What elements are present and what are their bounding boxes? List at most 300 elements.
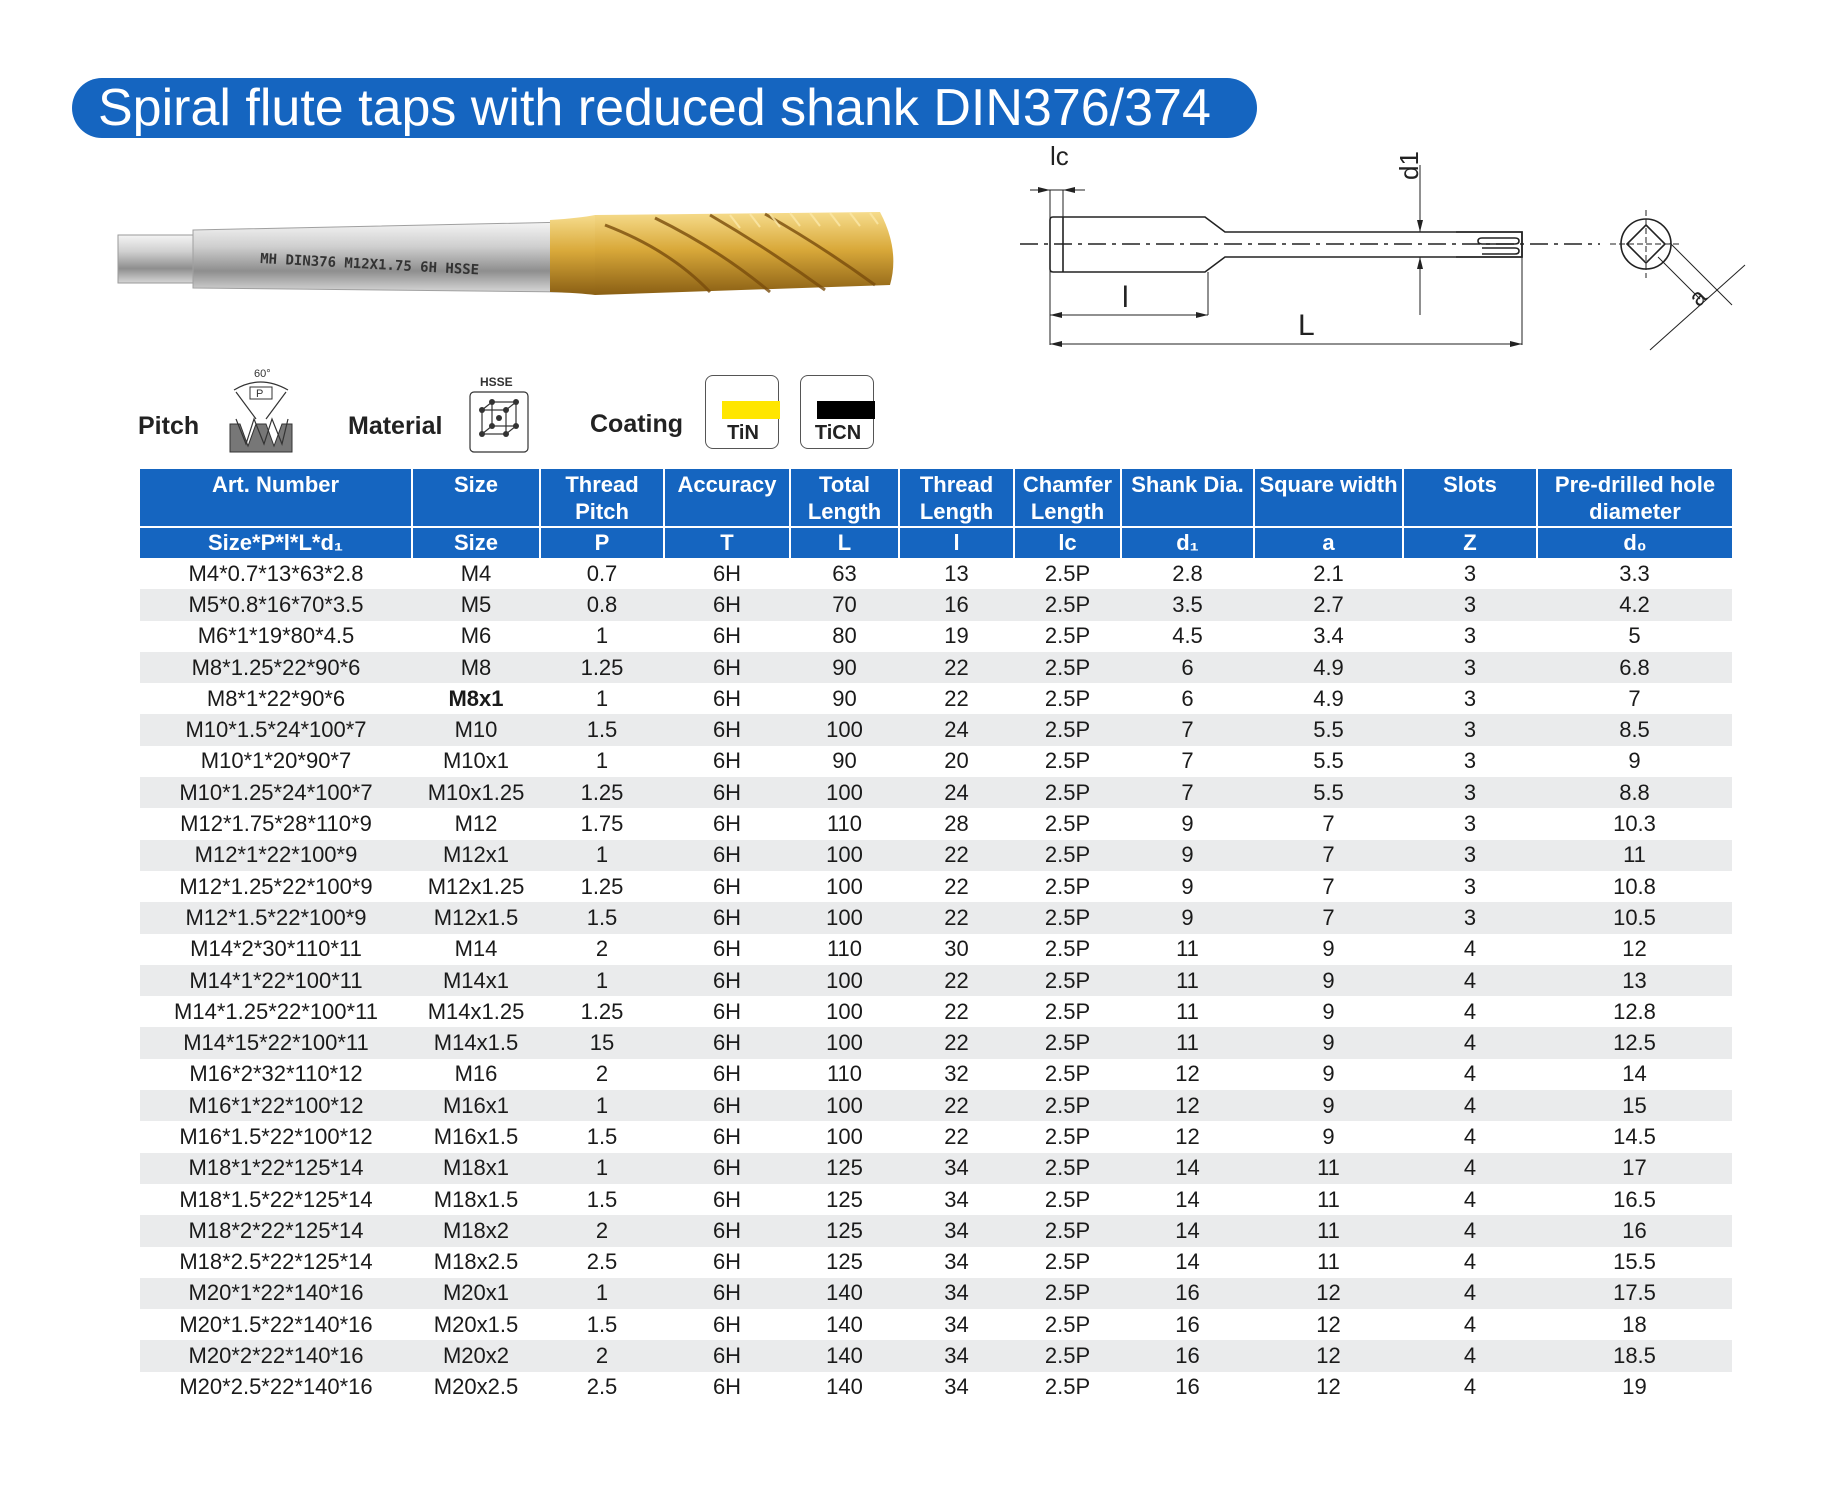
coating-tin-label: TiN bbox=[727, 422, 759, 444]
table-cell: M10x1 bbox=[442, 748, 510, 774]
table-cell: 1 bbox=[595, 685, 609, 711]
column-header: Thread Pitch bbox=[540, 469, 664, 527]
table-row bbox=[140, 1340, 1732, 1371]
table-cell: M12x1.5 bbox=[412, 902, 540, 933]
table-cell: 3.3 bbox=[1619, 560, 1650, 586]
table-cell: 6H bbox=[664, 1090, 790, 1121]
table-row bbox=[140, 1309, 1732, 1340]
table-cell: 2.5P bbox=[1014, 777, 1121, 808]
table-cell: 4 bbox=[1403, 1153, 1537, 1184]
table-cell: 6.8 bbox=[1537, 652, 1732, 683]
table-cell: 5.5 bbox=[1254, 714, 1403, 745]
tap-neck bbox=[550, 215, 595, 295]
table-cell: 2.5P bbox=[1014, 714, 1121, 745]
column-header: Size bbox=[412, 469, 540, 527]
table-cell: 6H bbox=[712, 623, 742, 649]
table-cell: 22 bbox=[944, 873, 969, 899]
table-cell: 100 bbox=[790, 777, 899, 808]
table-cell: 11 bbox=[1176, 998, 1199, 1024]
table-cell: 2.5P bbox=[1044, 873, 1091, 899]
table-cell: 34 bbox=[944, 1374, 969, 1400]
table-cell: 34 bbox=[899, 1215, 1014, 1246]
table-row bbox=[140, 1090, 1732, 1121]
column-header: Pre-drilled hole diameter bbox=[1537, 469, 1732, 527]
tin-swatch bbox=[722, 401, 780, 419]
table-body bbox=[140, 558, 1732, 1403]
table-cell: 11 bbox=[1317, 1186, 1340, 1212]
svg-text:P: P bbox=[256, 388, 264, 400]
table-cell: 14 bbox=[1622, 1061, 1647, 1087]
table-cell: 2 bbox=[540, 1215, 664, 1246]
table-cell: M16*1.5*22*100*12 bbox=[179, 1123, 373, 1149]
svg-text:HSSE: HSSE bbox=[480, 375, 513, 389]
table-cell: 1.5 bbox=[586, 1186, 618, 1212]
table-cell: 11 bbox=[1317, 1249, 1340, 1275]
dim-lc-label: lc bbox=[1050, 141, 1069, 171]
table-cell: 2.5 bbox=[586, 1249, 618, 1275]
tap-square-end bbox=[118, 235, 193, 283]
pitch-label: Pitch bbox=[138, 412, 200, 440]
table-cell: M20x1 bbox=[412, 1278, 540, 1309]
table-cell: 4.9 bbox=[1313, 685, 1344, 711]
table-cell: M14*2*30*110*11 bbox=[190, 936, 362, 962]
table-cell: 1 bbox=[540, 1153, 664, 1184]
table-cell: 2 bbox=[540, 1340, 664, 1371]
table-cell: 11 bbox=[1176, 936, 1199, 962]
table-cell: M12x1 bbox=[412, 840, 540, 871]
column-header: Accuracy bbox=[664, 469, 790, 527]
table-row bbox=[140, 621, 1732, 652]
table-cell: 1.25 bbox=[580, 873, 624, 899]
table-row bbox=[140, 589, 1732, 620]
table-cell: 12 bbox=[1254, 1278, 1403, 1309]
table-cell: 100 bbox=[790, 840, 899, 871]
table-cell: 28 bbox=[944, 811, 969, 837]
spec-table bbox=[140, 469, 1732, 1403]
page-title: Spiral flute taps with reduced shank DIN376/374 bbox=[98, 79, 1211, 137]
column-symbol: d₁ bbox=[1121, 527, 1254, 558]
table-cell: 9 bbox=[1181, 811, 1194, 837]
table-cell: 9 bbox=[1121, 840, 1254, 871]
table-row bbox=[140, 996, 1732, 1027]
table-cell: M18*2.5*22*125*14 bbox=[179, 1249, 373, 1275]
table-cell: 20 bbox=[944, 748, 969, 774]
table-cell: 2.5P bbox=[1014, 840, 1121, 871]
table-cell: 4 bbox=[1403, 1278, 1537, 1309]
table-cell: 6H bbox=[664, 589, 790, 620]
table-cell: 2.5P bbox=[1014, 965, 1121, 996]
table-cell: 3 bbox=[1403, 777, 1537, 808]
table-cell: 140 bbox=[826, 1374, 863, 1400]
table-cell: 22 bbox=[899, 840, 1014, 871]
table-cell: 6 bbox=[1181, 685, 1194, 711]
table-cell: M14x1.25 bbox=[427, 998, 525, 1024]
table-cell: 5 bbox=[1628, 623, 1641, 649]
table-cell: 12 bbox=[1316, 1311, 1341, 1337]
table-cell: 12 bbox=[1622, 936, 1647, 962]
table-cell: M10*1.25*24*100*7 bbox=[140, 777, 412, 808]
table-cell: 6H bbox=[712, 1311, 742, 1337]
pitch-icon bbox=[226, 364, 296, 454]
material-label: Material bbox=[348, 412, 443, 440]
table-cell: 11 bbox=[1121, 965, 1254, 996]
table-cell: 13 bbox=[944, 560, 969, 586]
table-cell: 16 bbox=[1121, 1278, 1254, 1309]
table-cell: 3.4 bbox=[1313, 623, 1344, 649]
table-cell: 16 bbox=[1175, 1311, 1200, 1337]
table-cell: M4 bbox=[460, 560, 492, 586]
table-cell: 6H bbox=[712, 1123, 742, 1149]
table-cell: 6H bbox=[712, 748, 742, 774]
table-row bbox=[140, 1121, 1732, 1152]
table-cell: 7 bbox=[1181, 748, 1194, 774]
table-cell: 3 bbox=[1403, 840, 1537, 871]
table-cell: 70 bbox=[790, 589, 899, 620]
table-cell: 12 bbox=[1175, 1061, 1200, 1087]
table-cell: M20*1*22*140*16 bbox=[140, 1278, 412, 1309]
table-cell: M5*0.8*16*70*3.5 bbox=[140, 589, 412, 620]
table-cell: 2.5P bbox=[1044, 1374, 1091, 1400]
dim-a-label: a bbox=[1683, 283, 1713, 312]
table-cell: 6H bbox=[664, 840, 790, 871]
column-header: Square width bbox=[1254, 469, 1403, 527]
table-cell: 6H bbox=[664, 1027, 790, 1058]
table-cell: M12*1.25*22*100*9 bbox=[179, 873, 373, 899]
table-cell: 3 bbox=[1463, 685, 1477, 711]
table-cell: 2.5P bbox=[1014, 1153, 1121, 1184]
table-cell: M8*1.25*22*90*6 bbox=[140, 652, 412, 683]
table-cell: 2.5P bbox=[1014, 1340, 1121, 1371]
table-cell: 2.5P bbox=[1044, 998, 1091, 1024]
table-cell: 7 bbox=[1121, 714, 1254, 745]
table-cell: 3 bbox=[1403, 652, 1537, 683]
table-cell: M12*1.75*28*110*9 bbox=[180, 811, 372, 837]
table-cell: M18x2.5 bbox=[433, 1249, 519, 1275]
material-icon bbox=[466, 374, 532, 456]
table-cell: 4 bbox=[1463, 1061, 1477, 1087]
table-cell: M14 bbox=[454, 936, 498, 962]
table-row bbox=[140, 683, 1732, 714]
table-cell: 7 bbox=[1628, 685, 1641, 711]
table-cell: M8x1 bbox=[448, 685, 504, 711]
table-cell: 6H bbox=[664, 1153, 790, 1184]
table-cell: 19 bbox=[944, 623, 969, 649]
coating-label: Coating bbox=[590, 410, 684, 438]
table-cell: 6H bbox=[712, 811, 742, 837]
table-cell: 2.5P bbox=[1014, 1027, 1121, 1058]
table-cell: 110 bbox=[826, 936, 863, 962]
table-cell: 16 bbox=[1175, 1374, 1200, 1400]
table-row bbox=[140, 777, 1732, 808]
table-cell: 15 bbox=[1537, 1090, 1732, 1121]
table-cell: 6H bbox=[712, 560, 742, 586]
table-cell: 1.75 bbox=[580, 811, 624, 837]
table-cell: 24 bbox=[899, 777, 1014, 808]
column-symbol: l bbox=[899, 527, 1014, 558]
table-cell: 3 bbox=[1403, 902, 1537, 933]
table-row bbox=[140, 1153, 1732, 1184]
column-symbol: L bbox=[790, 527, 899, 558]
table-cell: 100 bbox=[790, 965, 899, 996]
table-cell: 2 bbox=[595, 936, 609, 962]
table-cell: 100 bbox=[790, 902, 899, 933]
table-cell: 90 bbox=[790, 652, 899, 683]
coating-ticn-option bbox=[800, 375, 874, 449]
table-cell: M20x1.5 bbox=[433, 1311, 519, 1337]
table-cell: 6 bbox=[1121, 652, 1254, 683]
table-cell: 22 bbox=[899, 652, 1014, 683]
table-cell: 4 bbox=[1463, 1249, 1477, 1275]
table-cell: 14 bbox=[1121, 1153, 1254, 1184]
table-cell: 22 bbox=[899, 965, 1014, 996]
table-cell: 11 bbox=[1121, 1027, 1254, 1058]
table-cell: 16 bbox=[899, 589, 1014, 620]
table-cell: M20*2*22*140*16 bbox=[140, 1340, 412, 1371]
table-cell: M5 bbox=[412, 589, 540, 620]
table-row bbox=[140, 746, 1732, 777]
table-cell: M18*1*22*125*14 bbox=[140, 1153, 412, 1184]
table-cell: 0.8 bbox=[540, 589, 664, 620]
table-cell: 4 bbox=[1463, 998, 1477, 1024]
table-cell: M20*2.5*22*140*16 bbox=[179, 1374, 373, 1400]
table-cell: 14 bbox=[1175, 1186, 1200, 1212]
column-symbol: Size*P*l*L*d₁ bbox=[140, 527, 412, 558]
table-cell: 90 bbox=[832, 685, 857, 711]
square-end-view bbox=[1610, 210, 1745, 350]
table-cell: 10.8 bbox=[1613, 873, 1656, 899]
table-cell: 2.5P bbox=[1014, 1090, 1121, 1121]
table-cell: 1.5 bbox=[540, 714, 664, 745]
table-cell: 2.5P bbox=[1044, 1123, 1091, 1149]
table-cell: 3 bbox=[1463, 560, 1477, 586]
table-cell: 9 bbox=[1322, 998, 1335, 1024]
table-cell: 11 bbox=[1537, 840, 1732, 871]
table-cell: 34 bbox=[899, 1278, 1014, 1309]
table-cell: 14.5 bbox=[1613, 1123, 1656, 1149]
technical-drawing bbox=[1010, 135, 1780, 355]
table-cell: 3 bbox=[1463, 811, 1477, 837]
table-cell: 6H bbox=[712, 1186, 742, 1212]
table-cell: 12 bbox=[1254, 1340, 1403, 1371]
table-cell: 2.5P bbox=[1014, 589, 1121, 620]
table-cell: 1 bbox=[595, 748, 609, 774]
dim-L-label: L bbox=[1298, 309, 1315, 342]
table-cell: 4 bbox=[1403, 1340, 1537, 1371]
table-cell: M18*2*22*125*14 bbox=[140, 1215, 412, 1246]
table-cell: 2 bbox=[595, 1061, 609, 1087]
coating-tin-option bbox=[705, 375, 779, 449]
table-cell: 6H bbox=[712, 1061, 742, 1087]
table-cell: M16x1 bbox=[412, 1090, 540, 1121]
table-row bbox=[140, 902, 1732, 933]
table-cell: 3.5 bbox=[1121, 589, 1254, 620]
table-cell: 9 bbox=[1181, 873, 1194, 899]
table-cell: 4 bbox=[1403, 1090, 1537, 1121]
table-cell: 140 bbox=[826, 1311, 863, 1337]
table-cell: M18*1.5*22*125*14 bbox=[179, 1186, 373, 1212]
table-cell: 1.5 bbox=[586, 1311, 618, 1337]
table-cell: 32 bbox=[944, 1061, 969, 1087]
table-cell: M18x1 bbox=[412, 1153, 540, 1184]
table-cell: 12.5 bbox=[1537, 1027, 1732, 1058]
table-cell: M18x2 bbox=[412, 1215, 540, 1246]
table-cell: 16.5 bbox=[1613, 1186, 1656, 1212]
column-header: Shank Dia. bbox=[1121, 469, 1254, 527]
table-cell: 2.8 bbox=[1172, 560, 1203, 586]
table-cell: 4 bbox=[1403, 965, 1537, 996]
table-cell: 10.3 bbox=[1613, 811, 1656, 837]
table-cell: M16x1.5 bbox=[433, 1123, 519, 1149]
table-row bbox=[140, 1278, 1732, 1309]
table-row bbox=[140, 1247, 1732, 1278]
table-cell: 80 bbox=[832, 623, 857, 649]
table-cell: 16 bbox=[1121, 1340, 1254, 1371]
table-cell: 15.5 bbox=[1613, 1249, 1656, 1275]
table-cell: M14*15*22*100*11 bbox=[140, 1027, 412, 1058]
column-header: Chamfer Length bbox=[1014, 469, 1121, 527]
column-header: Slots bbox=[1403, 469, 1537, 527]
table-row bbox=[140, 1215, 1732, 1246]
table-cell: 140 bbox=[790, 1278, 899, 1309]
table-cell: 9 bbox=[1121, 902, 1254, 933]
table-cell: 6H bbox=[712, 1249, 742, 1275]
table-cell: 3 bbox=[1463, 623, 1477, 649]
table-cell: 4.5 bbox=[1172, 623, 1203, 649]
table-cell: 100 bbox=[826, 873, 863, 899]
table-row bbox=[140, 965, 1732, 996]
column-symbol: T bbox=[664, 527, 790, 558]
table-cell: 9 bbox=[1322, 936, 1335, 962]
table-cell: 100 bbox=[826, 1123, 863, 1149]
table-cell: 34 bbox=[899, 1340, 1014, 1371]
column-symbol: P bbox=[540, 527, 664, 558]
table-cell: 17 bbox=[1537, 1153, 1732, 1184]
table-cell: M20*1.5*22*140*16 bbox=[179, 1311, 373, 1337]
svg-text:60°: 60° bbox=[254, 368, 271, 380]
table-cell: 12 bbox=[1175, 1123, 1200, 1149]
table-cell: 2.5P bbox=[1044, 936, 1091, 962]
table-cell: 2.5P bbox=[1014, 1215, 1121, 1246]
table-cell: 7 bbox=[1322, 873, 1335, 899]
table-cell: M12 bbox=[454, 811, 498, 837]
table-cell: 6H bbox=[664, 714, 790, 745]
table-cell: 3 bbox=[1403, 589, 1537, 620]
table-cell: 6H bbox=[664, 1278, 790, 1309]
table-row bbox=[140, 1372, 1732, 1403]
table-cell: 34 bbox=[944, 1311, 969, 1337]
table-cell: 140 bbox=[790, 1340, 899, 1371]
table-cell: 2.5P bbox=[1044, 560, 1091, 586]
table-cell: 2.5P bbox=[1044, 1311, 1091, 1337]
table-cell: 9 bbox=[1254, 1090, 1403, 1121]
tap-flutes bbox=[595, 212, 893, 295]
table-cell: M4*0.7*13*63*2.8 bbox=[188, 560, 364, 586]
table-cell: 4.2 bbox=[1537, 589, 1732, 620]
table-cell: M10x1.25 bbox=[412, 777, 540, 808]
table-cell: 1.25 bbox=[540, 652, 664, 683]
table-cell: 1 bbox=[540, 1090, 664, 1121]
table-cell: 6H bbox=[664, 777, 790, 808]
table-cell: 6H bbox=[664, 902, 790, 933]
table-cell: 3 bbox=[1403, 714, 1537, 745]
column-symbol: d₀ bbox=[1537, 527, 1732, 558]
table-cell: 13 bbox=[1537, 965, 1732, 996]
column-symbol: Size bbox=[412, 527, 540, 558]
table-cell: 4 bbox=[1463, 936, 1477, 962]
column-symbol: lc bbox=[1014, 527, 1121, 558]
table-row bbox=[140, 808, 1732, 839]
table-cell: M8 bbox=[412, 652, 540, 683]
table-row bbox=[140, 652, 1732, 683]
symbol-row bbox=[140, 527, 1732, 558]
table-cell: 16 bbox=[1537, 1215, 1732, 1246]
table-cell: 4 bbox=[1403, 1215, 1537, 1246]
table-cell: 2.5P bbox=[1044, 1061, 1091, 1087]
table-cell: M12*1.5*22*100*9 bbox=[140, 902, 412, 933]
table-cell: 3 bbox=[1463, 873, 1477, 899]
table-cell: M16*2*32*110*12 bbox=[189, 1061, 363, 1087]
table-cell: 6H bbox=[664, 1340, 790, 1371]
table-cell: 2.5P bbox=[1044, 685, 1091, 711]
table-cell: 14 bbox=[1175, 1249, 1200, 1275]
table-cell: M12x1.25 bbox=[427, 873, 525, 899]
table-cell: 2.5P bbox=[1044, 748, 1091, 774]
table-cell: 4 bbox=[1463, 1311, 1477, 1337]
table-cell: 1.25 bbox=[580, 998, 624, 1024]
table-cell: 22 bbox=[944, 1123, 969, 1149]
table-cell: 0.7 bbox=[586, 560, 618, 586]
table-cell: M6*1*19*80*4.5 bbox=[197, 623, 355, 649]
table-cell: 2.7 bbox=[1254, 589, 1403, 620]
table-cell: 2.5P bbox=[1014, 1278, 1121, 1309]
table-cell: 34 bbox=[944, 1249, 969, 1275]
column-symbol: Z bbox=[1403, 527, 1537, 558]
table-cell: 100 bbox=[826, 998, 863, 1024]
table-cell: 100 bbox=[790, 1090, 899, 1121]
column-symbol: a bbox=[1254, 527, 1403, 558]
column-header: Total Length bbox=[790, 469, 899, 527]
table-cell: 18.5 bbox=[1537, 1340, 1732, 1371]
table-cell: 7 bbox=[1121, 777, 1254, 808]
table-cell: 15 bbox=[540, 1027, 664, 1058]
table-row bbox=[140, 934, 1732, 965]
tap-marking: MH DIN376 M12X1.75 6H HSSE bbox=[259, 251, 480, 279]
table-cell: 100 bbox=[790, 1027, 899, 1058]
table-cell: 8.8 bbox=[1537, 777, 1732, 808]
table-cell: M10*1.5*24*100*7 bbox=[140, 714, 412, 745]
table-cell: 18 bbox=[1622, 1311, 1647, 1337]
table-cell: 1.5 bbox=[586, 1123, 618, 1149]
table-cell: 12.8 bbox=[1613, 998, 1656, 1024]
table-cell: 2.5P bbox=[1044, 1186, 1091, 1212]
table-cell: 17.5 bbox=[1537, 1278, 1732, 1309]
table-cell: 9 bbox=[1322, 1061, 1335, 1087]
table-cell: 4 bbox=[1463, 1374, 1477, 1400]
table-cell: 4 bbox=[1403, 1027, 1537, 1058]
table-cell: 22 bbox=[899, 902, 1014, 933]
table-row bbox=[140, 840, 1732, 871]
table-cell: 8.5 bbox=[1537, 714, 1732, 745]
table-cell: 22 bbox=[944, 998, 969, 1024]
table-cell: M10*1*20*90*7 bbox=[200, 748, 352, 774]
table-cell: 19 bbox=[1622, 1374, 1647, 1400]
table-cell: M20x2 bbox=[412, 1340, 540, 1371]
table-cell: M12*1*22*100*9 bbox=[140, 840, 412, 871]
table-cell: 34 bbox=[899, 1153, 1014, 1184]
table-cell: 7 bbox=[1254, 840, 1403, 871]
table-cell: 125 bbox=[826, 1186, 863, 1212]
table-cell: 2.5P bbox=[1044, 1249, 1091, 1275]
